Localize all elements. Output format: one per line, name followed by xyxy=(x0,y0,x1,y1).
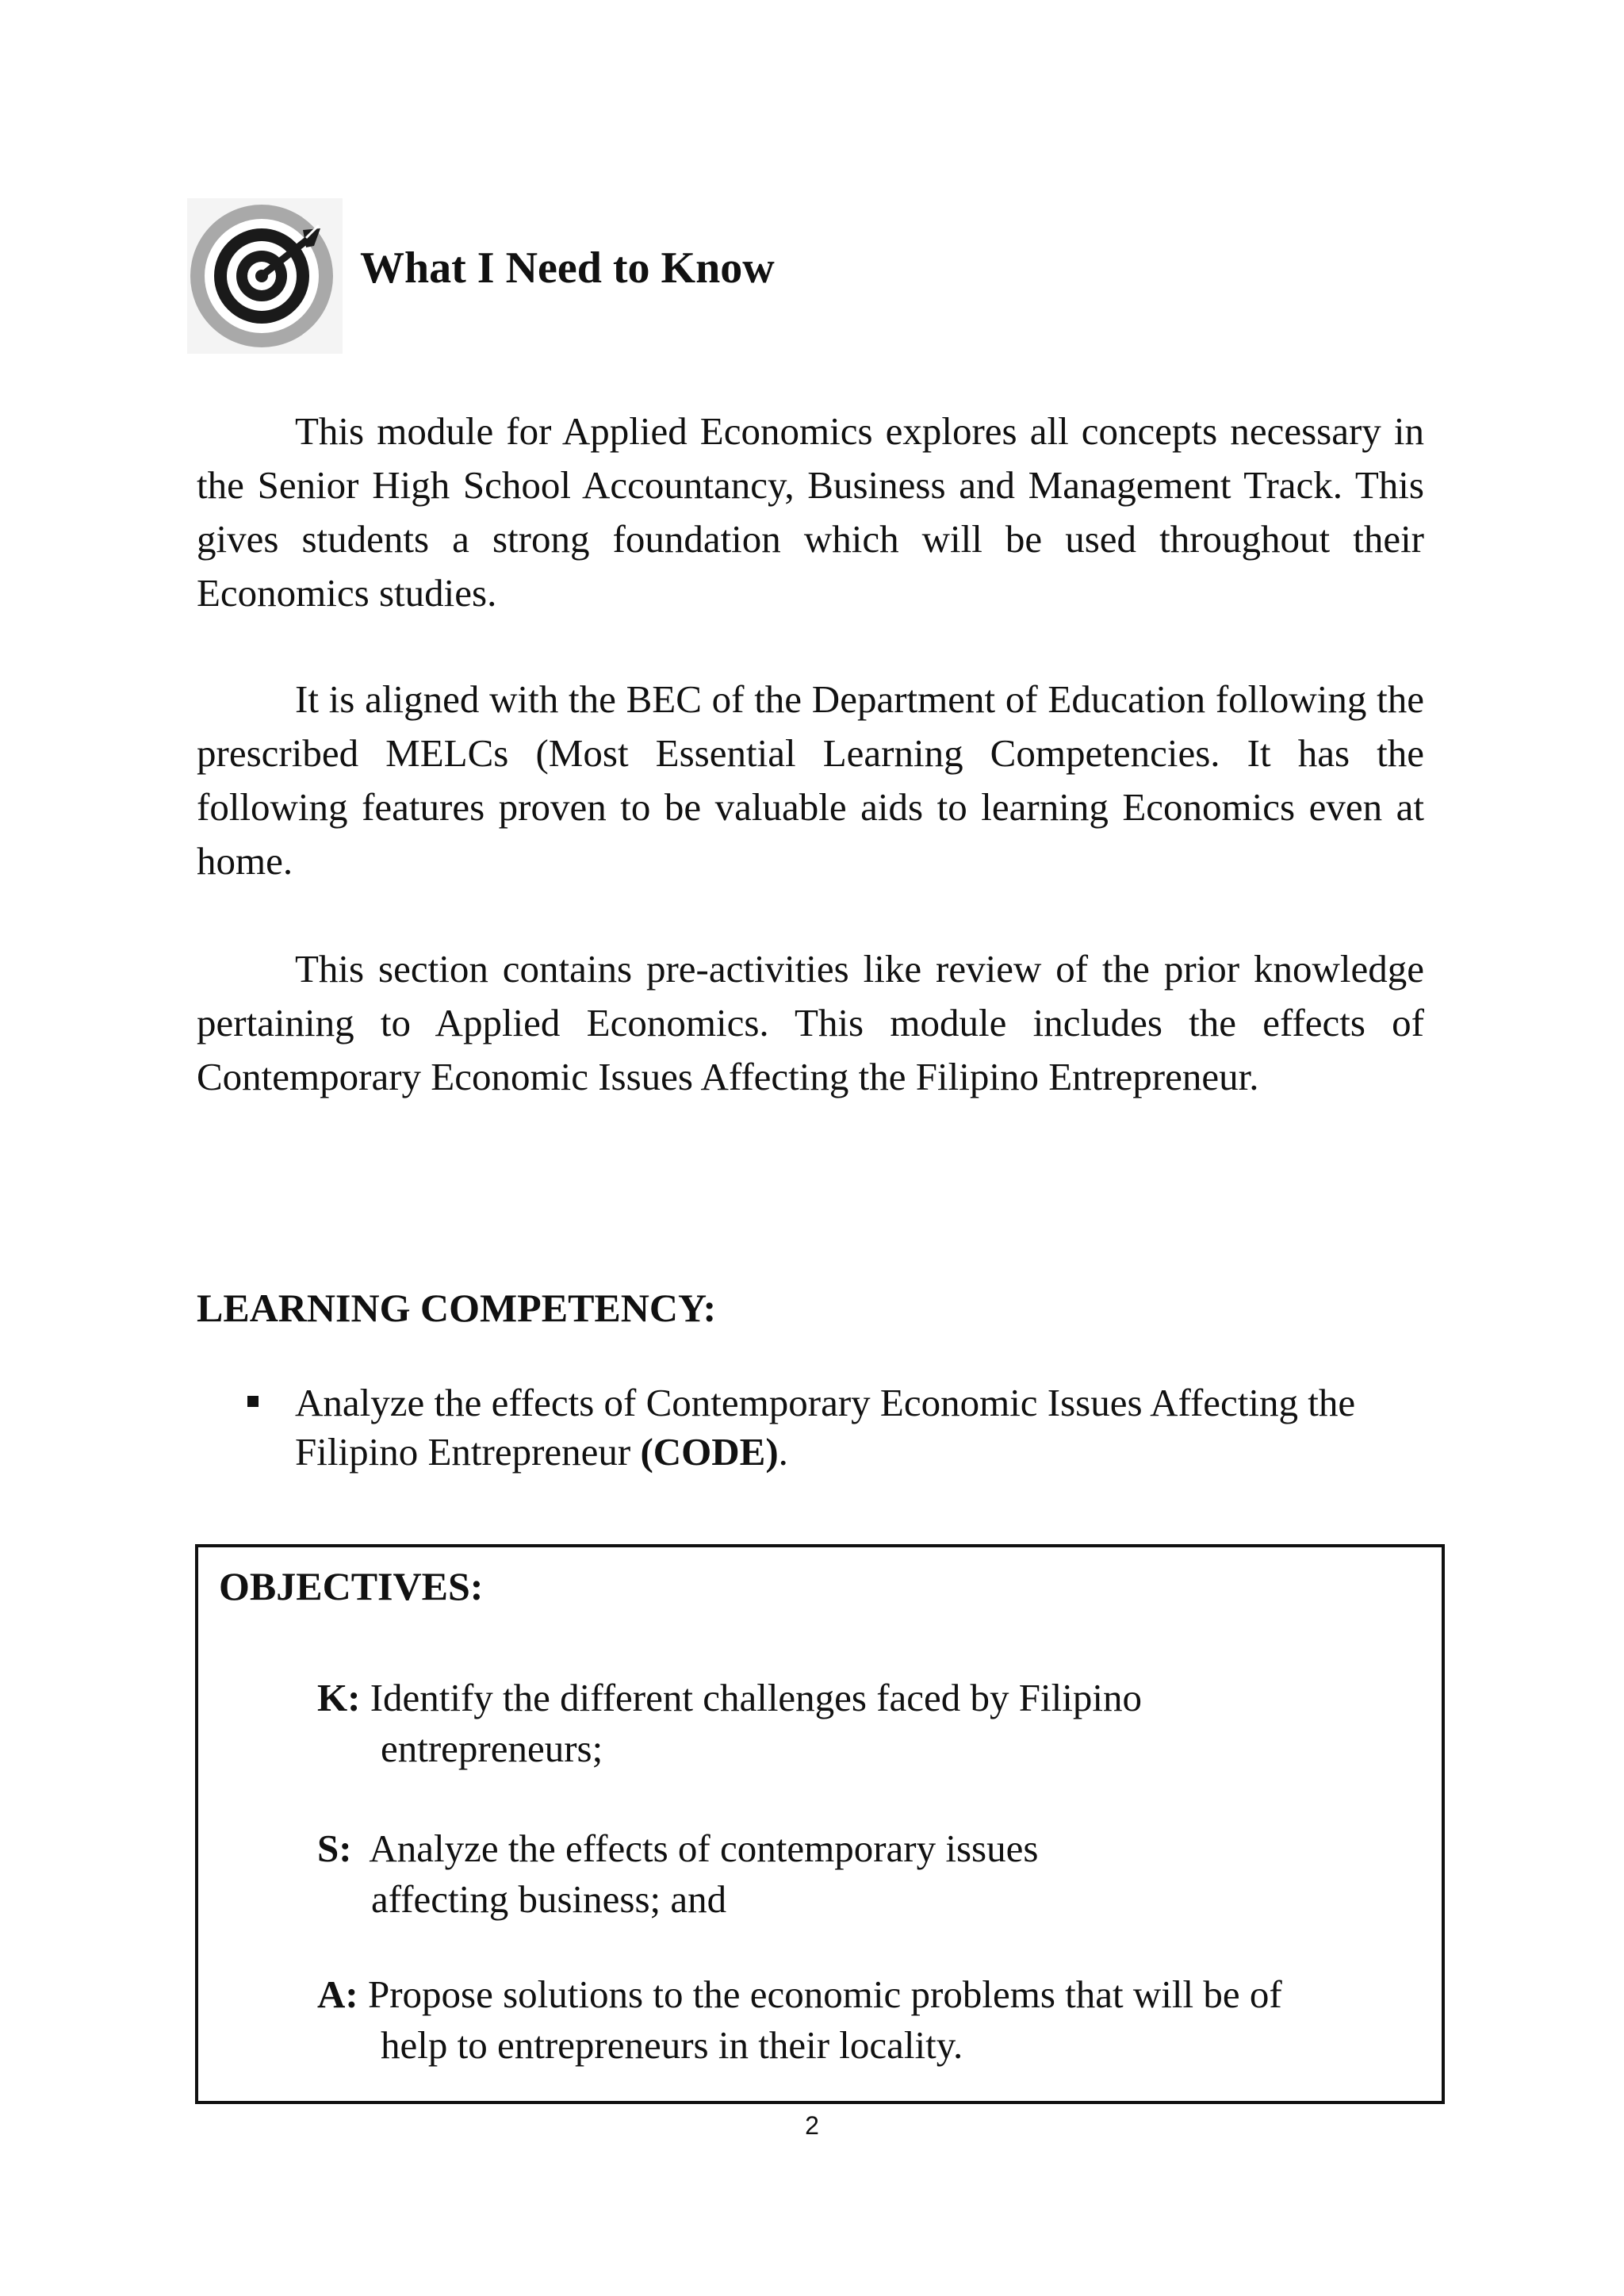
objective-line-1: Identify the different challenges faced by Filipino xyxy=(370,1676,1143,1719)
list-item xyxy=(197,1378,1424,1477)
objective-skill xyxy=(317,1823,1411,1925)
intro-paragraph-1: This module for Applied Economics explores all concepts necessary in the Senior High School Accountancy, Business and Management Track. This gives students a strong foundation which will be used throughout their Economics studies. xyxy=(197,409,1424,615)
objective-key: A: xyxy=(317,1972,358,2016)
objective-key: K: xyxy=(317,1676,361,1719)
square-bullet-icon xyxy=(247,1396,259,1407)
section-header xyxy=(187,197,775,355)
objective-line-1: Propose solutions to the economic problems that will be of xyxy=(367,1972,1282,2016)
competency-heading: LEARNING COMPETENCY: xyxy=(197,1286,717,1330)
competency-list xyxy=(197,1378,1424,1477)
intro-paragraph-3: This section contains pre-activities like review of the prior knowledge pertaining to Applied Economics. This module includes the effects of Contemporary Economic Issues Affecting the Filipino Entrepreneur. xyxy=(197,947,1424,1098)
objective-line-2: help to entrepreneurs in their locality. xyxy=(381,2023,963,2067)
objective-line-2: affecting business; and xyxy=(371,1877,727,1921)
objective-line-2: entrepreneurs; xyxy=(381,1727,603,1770)
competency-end: . xyxy=(778,1430,788,1474)
competency-code: (CODE) xyxy=(640,1430,779,1474)
competency-text: Analyze the effects of Contemporary Economic Issues Affecting the Filipino Entrepreneur xyxy=(295,1381,1356,1474)
objective-attitude xyxy=(317,1969,1411,2071)
section-title: What I Need to Know xyxy=(360,243,775,293)
objective-knowledge xyxy=(317,1673,1411,1774)
intro-paragraph-2: It is aligned with the BEC of the Department of Education following the prescribed MELCs (Most Essential Learning Competencies. It has the following features proven to be valuable aids to learning Economics even at home. xyxy=(197,677,1424,883)
objective-key: S: xyxy=(317,1826,352,1870)
objectives-box xyxy=(195,1544,1445,2104)
target-icon xyxy=(187,198,343,354)
objective-line-1: Analyze the effects of contemporary issues xyxy=(369,1826,1039,1870)
objectives-heading: OBJECTIVES: xyxy=(219,1564,484,1608)
page-number: 2 xyxy=(805,2111,819,2140)
